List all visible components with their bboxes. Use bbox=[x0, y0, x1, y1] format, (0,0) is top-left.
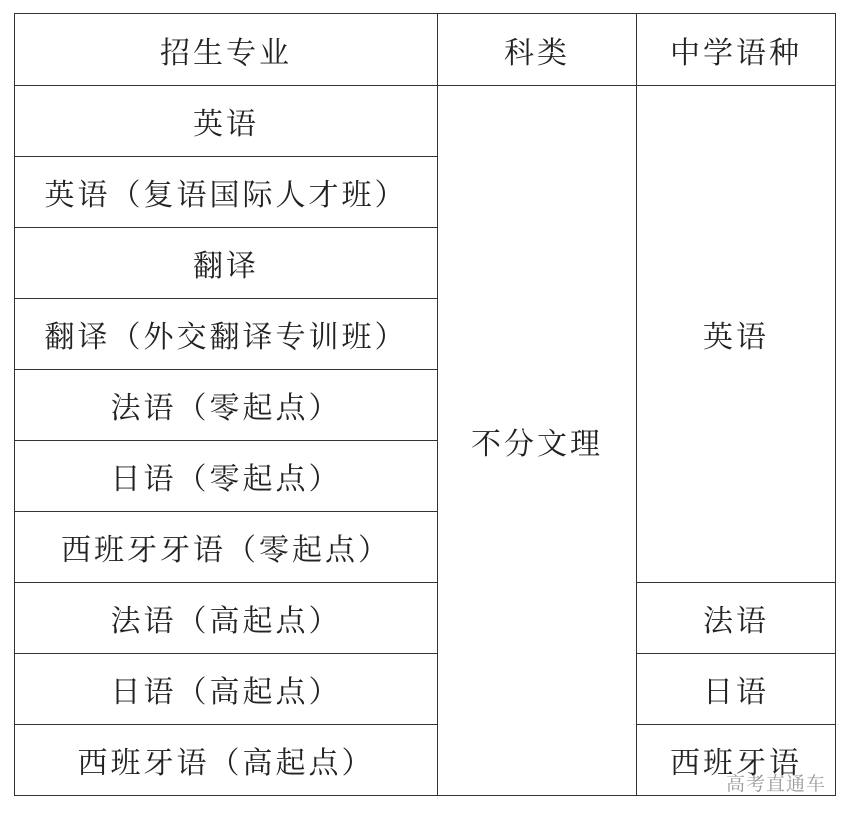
major-cell: 西班牙语（高起点） bbox=[15, 725, 438, 796]
major-cell: 翻译 bbox=[15, 228, 438, 299]
header-language: 中学语种 bbox=[637, 14, 836, 86]
major-cell: 日语（零起点） bbox=[15, 441, 438, 512]
major-cell: 翻译（外交翻译专训班） bbox=[15, 299, 438, 370]
watermark: 高考直通车 bbox=[725, 773, 826, 795]
major-cell: 日语（高起点） bbox=[15, 654, 438, 725]
language-cell: 法语 bbox=[637, 583, 836, 654]
major-cell: 英语（复语国际人才班） bbox=[15, 157, 438, 228]
admissions-table bbox=[14, 13, 836, 796]
major-cell: 法语（高起点） bbox=[15, 583, 438, 654]
table-row bbox=[15, 654, 836, 725]
language-cell: 西班牙语 bbox=[637, 725, 836, 796]
header-category: 科类 bbox=[438, 14, 637, 86]
table-row bbox=[15, 86, 836, 157]
major-cell: 西班牙牙语（零起点） bbox=[15, 512, 438, 583]
language-cell: 日语 bbox=[637, 654, 836, 725]
header-row bbox=[15, 14, 836, 86]
header-major: 招生专业 bbox=[15, 14, 438, 86]
table-row bbox=[15, 725, 836, 796]
table-row bbox=[15, 583, 836, 654]
major-cell: 英语 bbox=[15, 86, 438, 157]
category-cell: 不分文理 bbox=[438, 86, 637, 796]
major-cell: 法语（零起点） bbox=[15, 370, 438, 441]
language-cell: 英语 bbox=[637, 86, 836, 583]
